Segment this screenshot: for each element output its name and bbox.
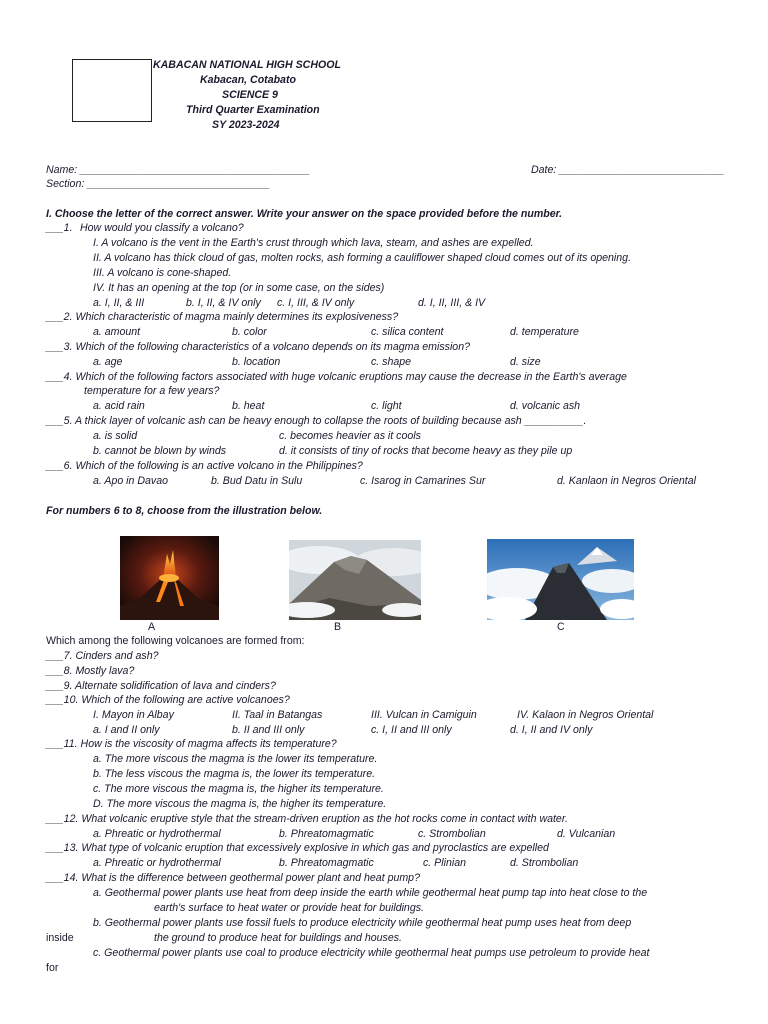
q4-choice-d: d. volcanic ash [510, 400, 581, 412]
image-label-c: C [557, 621, 565, 633]
q6-choice-b: b. Bud Datu in Sulu [211, 475, 303, 487]
q3-choice-a: a. age [93, 356, 123, 368]
q10-choice-b: b. II and III only [232, 724, 305, 736]
q11-choice-d: D. The more viscous the magma is, the higher its temperature. [93, 798, 387, 810]
school-logo-box [72, 59, 152, 122]
q12-choice-d: d. Vulcanian [557, 828, 616, 840]
q14-choice-a-line1: a. Geothermal power plants use heat from deep inside the earth while geothermal heat pump tap into heat close to the [93, 887, 648, 899]
volcano-image-c [487, 539, 634, 620]
q7-stem: ___7. Cinders and ash? [46, 650, 159, 662]
q4-stem-cont: temperature for a few years? [84, 385, 220, 397]
q1-statement-3: III. A volcano is cone-shaped. [93, 267, 232, 279]
q3-choice-d: d. size [510, 356, 541, 368]
q1-stem: How would you classify a volcano? [80, 222, 244, 234]
name-field[interactable]: Name: _______________________________________ [46, 164, 310, 176]
q1-statement-2: II. A volcano has thick cloud of gas, molten rocks, ash forming a cauliflower shaped cloud comes out of its opening. [93, 252, 632, 264]
q12-choice-b: b. Phreatomagmatic [279, 828, 374, 840]
school-name: KABACAN NATIONAL HIGH SCHOOL [153, 59, 341, 71]
q2-choice-c: c. silica content [371, 326, 444, 338]
q13-choice-d: d. Strombolian [510, 857, 579, 869]
q3-choice-b: b. location [232, 356, 281, 368]
section-field[interactable]: Section: _______________________________ [46, 178, 270, 190]
date-field[interactable]: Date: ____________________________ [531, 164, 725, 176]
q14-choice-a-line2: earth's surface to heat water or provide heat for buildings. [154, 902, 424, 914]
q14-choice-c-line1: c. Geothermal power plants use coal to produce electricity while geothermal heat pumps use petroleum to provide heat [93, 947, 650, 959]
q2-choice-d: d. temperature [510, 326, 579, 338]
q10-roman-2: II. Taal in Batangas [232, 709, 323, 721]
q1-statement-1: I. A volcano is the vent in the Earth's crust through which lava, steam, and ashes are expelled. [93, 237, 534, 249]
q6-choice-d: d. Kanlaon in Negros Oriental [557, 475, 696, 487]
q10-stem: ___10. Which of the following are active volcanoes? [46, 694, 290, 706]
q13-stem: ___13. What type of volcanic eruption that excessively explosive in which gas and pyroclastics are expelled [46, 842, 549, 854]
q13-choice-a: a. Phreatic or hydrothermal [93, 857, 221, 869]
q9-stem: ___9. Alternate solidification of lava and cinders? [46, 680, 276, 692]
q14-choice-b-line1: b. Geothermal power plants use fossil fuels to produce electricity while geothermal heat pump uses heat from deep [93, 917, 632, 929]
q14-choice-b-inside: inside [46, 932, 74, 944]
q14-stem: ___14. What is the difference between geothermal power plant and heat pump? [46, 872, 420, 884]
school-location: Kabacan, Cotabato [200, 74, 296, 86]
q3-choice-c: c. shape [371, 356, 412, 368]
q12-choice-c: c. Strombolian [418, 828, 486, 840]
q6-choice-c: c. Isarog in Camarines Sur [360, 475, 486, 487]
q5-choice-b: b. cannot be blown by winds [93, 445, 227, 457]
subject-title: SCIENCE 9 [222, 89, 278, 101]
q6-choice-a: a. Apo in Davao [93, 475, 168, 487]
q4-choice-b: b. heat [232, 400, 265, 412]
volcano-image-a [120, 536, 219, 620]
school-year: SY 2023-2024 [212, 119, 280, 131]
q5-choice-c: c. becomes heavier as it cools [279, 430, 421, 442]
which-among-prompt: Which among the following volcanoes are formed from: [46, 635, 305, 647]
q5-choice-d: d. it consists of tiny of rocks that become heavy as they pile up [279, 445, 573, 457]
q12-choice-a: a. Phreatic or hydrothermal [93, 828, 221, 840]
q14-choice-c-line2: for [46, 962, 59, 974]
q12-stem: ___12. What volcanic eruptive style that the stream-driven eruption as the hot rocks come in contact with water. [46, 813, 568, 825]
q4-stem: ___4. Which of the following factors associated with huge volcanic eruptions may cause the decrease in the Earth's average [46, 371, 627, 383]
q11-choice-c: c. The more viscous the magma is, the higher its temperature. [93, 783, 384, 795]
illustration-instruction: For numbers 6 to 8, choose from the illustration below. [46, 505, 323, 517]
q10-choice-d: d. I, II and IV only [510, 724, 593, 736]
q2-choice-b: b. color [232, 326, 267, 338]
image-label-b: B [334, 621, 342, 633]
q10-choice-a: a. I and II only [93, 724, 160, 736]
q10-choice-c: c. I, II and III only [371, 724, 452, 736]
q8-stem: ___8. Mostly lava? [46, 665, 135, 677]
instruction: I. Choose the letter of the correct answer. Write your answer on the space provided before the number. [46, 208, 563, 220]
volcano-image-b [289, 540, 421, 620]
q1-choice-b: b. I, II, & IV only [186, 297, 261, 309]
q11-stem: ___11. How is the viscosity of magma affects its temperature? [46, 738, 337, 750]
q11-choice-a: a. The more viscous the magma is the lower its temperature. [93, 753, 378, 765]
q4-choice-a: a. acid rain [93, 400, 145, 412]
q10-roman-1: I. Mayon in Albay [93, 709, 174, 721]
q2-stem: ___2. Which characteristic of magma mainly determines its explosiveness? [46, 311, 399, 323]
q11-choice-b: b. The less viscous the magma is, the lower its temperature. [93, 768, 376, 780]
q10-roman-4: IV. Kalaon in Negros Oriental [517, 709, 654, 721]
q5-stem: ___5. A thick layer of volcanic ash can be heavy enough to collapse the roots of building because ash __________. [46, 415, 587, 427]
q1-choice-a: a. I, II, & III [93, 297, 145, 309]
q14-choice-b-line2: the ground to produce heat for buildings and houses. [154, 932, 402, 944]
q10-roman-3: III. Vulcan in Camiguin [371, 709, 477, 721]
q2-choice-a: a. amount [93, 326, 141, 338]
q1-choice-d: d. I, II, III, & IV [418, 297, 486, 309]
image-label-a: A [148, 621, 156, 633]
q6-stem: ___6. Which of the following is an active volcano in the Philippines? [46, 460, 363, 472]
q4-choice-c: c. light [371, 400, 402, 412]
q1-number[interactable]: ___1. [46, 222, 73, 234]
q1-statement-4: IV. It has an opening at the top (or in some case, on the sides) [93, 282, 385, 294]
exam-title: Third Quarter Examination [186, 104, 320, 116]
q1-choice-c: c. I, III, & IV only [277, 297, 355, 309]
q5-choice-a: a. is solid [93, 430, 138, 442]
q13-choice-c: c. Plinian [423, 857, 466, 869]
q13-choice-b: b. Phreatomagmatic [279, 857, 374, 869]
q3-stem: ___3. Which of the following characteristics of a volcano depends on its magma emission? [46, 341, 470, 353]
